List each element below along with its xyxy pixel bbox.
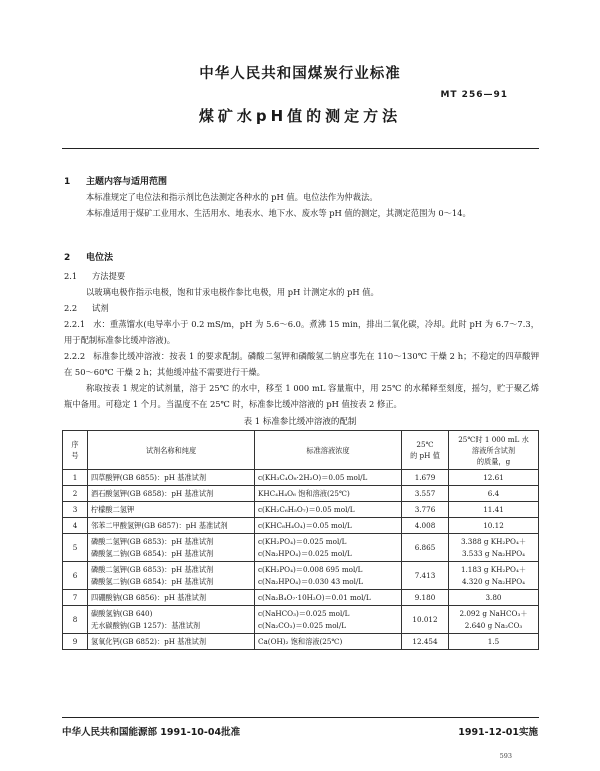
cell-seq (63, 534, 88, 562)
cell-concentration-line: c(KH₂PO₄)＝0.025 mol/L (258, 536, 347, 546)
cell-mass-line: 10.12 (483, 520, 504, 530)
subsection-title: 方法提要 (92, 271, 126, 281)
footer-divider (62, 717, 539, 718)
cell-reagent (88, 470, 255, 486)
subsection-2-2-2-paragraph: 称取按表 1 规定的试剂量，溶于 25℃ 的水中，移至 1 000 mL 容量瓶中，用 25℃ 的水稀释至刻度，摇匀，贮于聚乙烯瓶中备用。可稳定 1 个月。当温度不在 25℃ 时，标准参比缓冲溶液的 pH 值按表 2 修正。 (64, 383, 539, 409)
cell-mass (449, 486, 539, 502)
subsection-text: 标准参比缓冲溶液：按表 1 的要求配制。磷酸二氢钾和磷酸氢二钠应事先在 110～130℃ 干燥 2 h；不稳定的四草酸钾在 50～60℃ 干燥 2 h；其他缓冲盐不需要进行干燥。 (64, 351, 539, 377)
subsection-number: 2.2.2 (64, 351, 86, 361)
subsection-2-1 (64, 268, 125, 284)
cell-mass-line: 2.092 g NaHCO₃＋ (459, 608, 528, 618)
cell-reagent-line: 四硼酸钠(GB 6856)：pH 基准试剂 (91, 592, 207, 602)
cell-mass-line: 11.41 (483, 504, 504, 514)
subsection-number: 2.2.1 (64, 319, 86, 329)
cell-ph (402, 534, 449, 562)
section-1-paragraph-1: 本标准规定了电位法和指示剂比色法测定各种水的 pH 值。电位法作为仲裁法。 (86, 192, 378, 202)
table-caption: 表 1 标准参比缓冲溶液的配制 (243, 417, 357, 427)
table-row (63, 590, 539, 606)
table-row (63, 518, 539, 534)
effective-date: 1991-12-01实施 (458, 727, 538, 738)
approval-info: 中华人民共和国能源部 1991-10-04批准 (62, 727, 241, 738)
cell-reagent (88, 486, 255, 502)
section-number: 1 (64, 177, 71, 187)
cell-reagent-line: 四草酸钾(GB 6855)：pH 基准试剂 (91, 472, 207, 482)
ph-value: 7.413 (414, 571, 436, 580)
cell-concentration (255, 562, 402, 590)
cell-concentration-line: c(KH₂PO₄)＝0.008 695 mol/L (258, 564, 363, 574)
seq-value: 2 (72, 489, 78, 498)
cell-reagent (88, 518, 255, 534)
table-row (63, 606, 539, 634)
page-number: 593 (499, 752, 512, 760)
cell-seq (63, 590, 88, 606)
cell-seq (63, 486, 88, 502)
cell-concentration (255, 606, 402, 634)
cell-reagent-line: 磷酸氢二钠(GB 6854)：pH 基准试剂 (91, 576, 214, 586)
subsection-title: 试剂 (92, 303, 109, 313)
table-row (63, 470, 539, 486)
header-seq: 序 号 (63, 431, 88, 470)
section-title: 主题内容与适用范围 (86, 177, 168, 187)
cell-concentration-line: Ca(OH)₂ 饱和溶液(25℃) (258, 636, 343, 646)
cell-ph (402, 486, 449, 502)
cell-concentration-line: c(NaHCO₃)＝0.025 mol/L (258, 608, 350, 618)
cell-concentration-line: c(Na₂CO₃)＝0.025 mol/L (258, 620, 347, 630)
cell-seq (63, 606, 88, 634)
cell-mass (449, 606, 539, 634)
ph-value: 3.776 (414, 505, 436, 514)
cell-reagent-line: 邻苯二甲酸氢钾(GB 6857)：pH 基准试剂 (91, 520, 228, 530)
section-number: 2 (64, 253, 71, 263)
ph-value: 9.180 (414, 593, 436, 602)
ph-value: 12.454 (412, 637, 438, 646)
seq-value: 1 (72, 473, 78, 482)
seq-value: 5 (72, 543, 78, 552)
cell-reagent-line: 磷酸二氢钾(GB 6853)：pH 基准试剂 (91, 536, 214, 546)
seq-value: 4 (72, 521, 78, 530)
cell-mass-line: 2.640 g Na₂CO₃ (464, 620, 523, 630)
cell-mass-line: 4.320 g Na₂HPO₄ (461, 576, 526, 586)
cell-concentration-line: c(Na₂HPO₄)＝0.025 mol/L (258, 548, 352, 558)
ph-value: 3.557 (414, 489, 436, 498)
cell-mass (449, 562, 539, 590)
seq-value: 9 (72, 637, 78, 646)
cell-reagent-line: 无水碳酸钠(GB 1257)：基准试剂 (91, 620, 201, 630)
cell-reagent-line: 磷酸二氢钾(GB 6853)：pH 基准试剂 (91, 564, 214, 574)
cell-mass-line: 6.4 (487, 488, 500, 498)
cell-mass-line: 1.183 g KH₂PO₄＋ (460, 564, 527, 574)
cell-ph (402, 634, 449, 650)
cell-concentration-line: c(Na₂B₄O₇·10H₂O)＝0.01 mol/L (258, 592, 371, 602)
cell-concentration (255, 470, 402, 486)
document-title: 煤矿水pH值的测定方法 (198, 107, 402, 125)
cell-reagent-line: 磷酸氢二钠(GB 6854)：pH 基准试剂 (91, 548, 214, 558)
cell-reagent (88, 534, 255, 562)
subsection-2-1-text: 以玻璃电极作指示电极，饱和甘汞电极作参比电极，用 pH 计测定水的 pH 值。 (86, 287, 379, 297)
subsection-number: 2.2 (64, 303, 78, 313)
cell-ph (402, 518, 449, 534)
cell-concentration-line: c(KH₃C₄O₈·2H₂O)＝0.05 mol/L (258, 472, 368, 482)
cell-concentration-line: c(Na₂HPO₄)＝0.030 43 mol/L (258, 576, 364, 586)
cell-reagent (88, 502, 255, 518)
table-row (63, 486, 539, 502)
table-header-row (63, 431, 539, 470)
table-row (63, 634, 539, 650)
subsection-2-2-2 (64, 348, 539, 380)
cell-concentration (255, 518, 402, 534)
ph-value: 1.679 (414, 473, 436, 482)
header-ph: 25℃ 的 pH 值 (402, 431, 449, 470)
cell-reagent-line: 酒石酸氢钾(GB 6858)：pH 基准试剂 (91, 488, 214, 498)
seq-value: 7 (72, 593, 78, 602)
cell-reagent-line: 碳酸氢钠(GB 640) (91, 608, 153, 618)
cell-ph (402, 562, 449, 590)
cell-mass-line: 1.5 (487, 636, 500, 646)
ph-value: 4.008 (414, 521, 436, 530)
table-row (63, 562, 539, 590)
cell-mass-line: 3.80 (485, 592, 502, 602)
header-reagent: 试剂名称和纯度 (88, 431, 255, 470)
header-concentration: 标准溶液浓度 (255, 431, 402, 470)
seq-value: 3 (72, 505, 78, 514)
cell-concentration (255, 534, 402, 562)
cell-mass (449, 518, 539, 534)
subsection-text: 水：重蒸馏水(电导率小于 0.2 mS/m，pH 为 5.6～6.0。煮沸 15 min，排出二氧化碳，冷却。此时 pH 为 6.7～7.3，用于配制标准参比缓冲溶液)。 (64, 319, 539, 345)
subsection-number: 2.1 (64, 271, 78, 281)
cell-seq (63, 518, 88, 534)
section-1-heading (64, 174, 167, 187)
cell-reagent-line: 柠檬酸二氢钾 (91, 504, 135, 514)
cell-reagent (88, 606, 255, 634)
cell-reagent-line: 氢氧化钙(GB 6852)：pH 基准试剂 (91, 636, 207, 646)
cell-concentration (255, 634, 402, 650)
cell-mass (449, 590, 539, 606)
cell-mass (449, 470, 539, 486)
cell-seq (63, 562, 88, 590)
cell-ph (402, 590, 449, 606)
section-1-paragraph-2: 本标准适用于煤矿工业用水、生活用水、地表水、地下水、废水等 pH 值的测定，其测定范围为 0～14。 (86, 208, 471, 218)
cell-seq (63, 470, 88, 486)
cell-mass (449, 534, 539, 562)
cell-mass-line: 3.388 g KH₂PO₄＋ (460, 536, 527, 546)
cell-reagent (88, 562, 255, 590)
cell-concentration (255, 502, 402, 518)
cell-concentration (255, 486, 402, 502)
cell-seq (63, 502, 88, 518)
cell-ph (402, 470, 449, 486)
cell-concentration (255, 590, 402, 606)
ph-value: 6.865 (414, 543, 436, 552)
subsection-2-2-1 (64, 316, 539, 348)
cell-reagent (88, 590, 255, 606)
subsection-2-2 (64, 300, 109, 316)
cell-ph (402, 502, 449, 518)
seq-value: 8 (72, 615, 78, 624)
cell-concentration-line: c(KH₂C₆H₅O₇)＝0.05 mol/L (258, 504, 355, 514)
table-row (63, 534, 539, 562)
cell-mass-line: 12.61 (483, 472, 504, 482)
cell-seq (63, 634, 88, 650)
cell-concentration-line: KHC₄H₄O₆ 饱和溶液(25℃) (258, 488, 350, 498)
cell-ph (402, 606, 449, 634)
seq-value: 6 (72, 571, 78, 580)
section-title: 电位法 (86, 253, 114, 263)
section-2-heading (64, 250, 113, 263)
cell-mass-line: 3.533 g Na₂HPO₄ (461, 548, 526, 558)
table-row (63, 502, 539, 518)
issuing-standard-header: 中华人民共和国煤炭行业标准 (199, 66, 401, 82)
cell-mass (449, 502, 539, 518)
standard-number: MT 256—91 (440, 90, 508, 100)
cell-concentration-line: c(KHC₈H₄O₄)＝0.05 mol/L (258, 520, 352, 530)
buffer-solution-table (62, 430, 539, 650)
cell-reagent (88, 634, 255, 650)
cell-mass (449, 634, 539, 650)
ph-value: 10.012 (412, 615, 438, 624)
header-divider (62, 148, 539, 149)
header-mass: 25℃时 1 000 mL 水 溶液所含试剂 的质量，g (449, 431, 539, 470)
